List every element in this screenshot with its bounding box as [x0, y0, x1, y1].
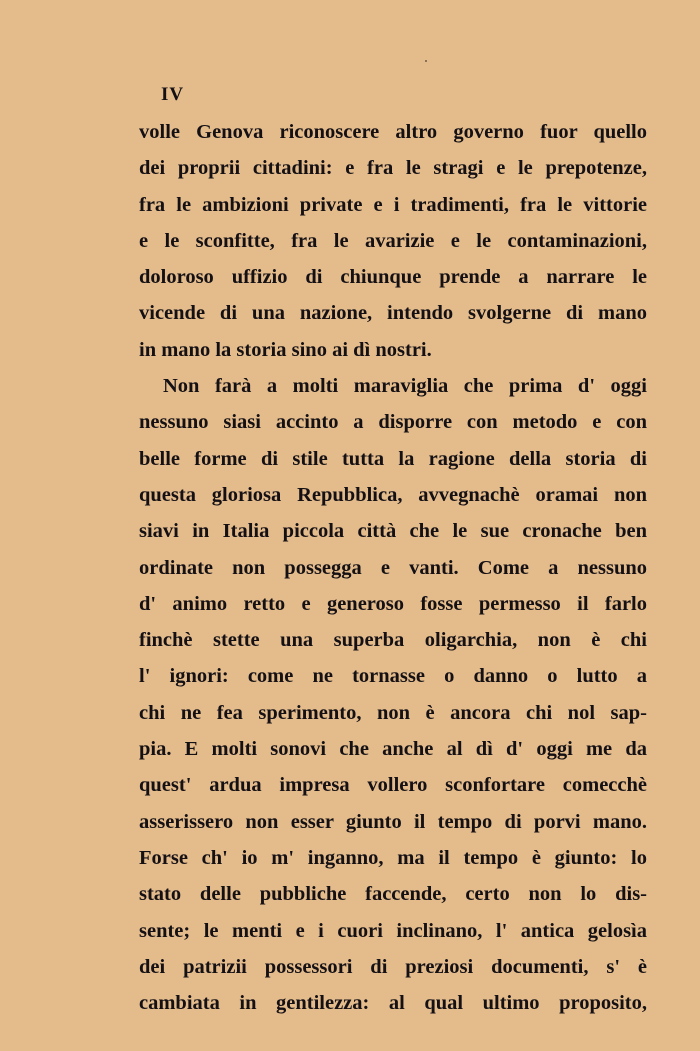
- text-line: vicende di una nazione, intendo svolgerne di mano: [139, 302, 647, 325]
- text-line: siavi in Italia piccola città che le sue cronache ben: [139, 520, 647, 543]
- text-line: cambiata in gentilezza: al qual ultimo proposito,: [139, 992, 647, 1015]
- text-line: volle Genova riconoscere altro governo fuor quello: [139, 121, 647, 143]
- body-text: [139, 114, 647, 1021]
- text-line: pia. E molti sonovi che anche al dì d' oggi me da: [139, 738, 647, 761]
- text-line: sente; le menti e i cuori inclinano, l' antica gelosìa: [139, 919, 647, 942]
- text-line: e le sconfitte, fra le avarizie e le contaminazioni,: [139, 229, 647, 252]
- paragraph-end-line: in mano la storia sino ai dì nostri.: [139, 338, 432, 361]
- paper-speck: [425, 60, 427, 62]
- text-line: doloroso uffizio di chiunque prende a narrare le: [139, 266, 647, 289]
- text-line: finchè stette una superba oligarchia, non è chi: [139, 629, 647, 652]
- text-line: l' ignori: come ne tornasse o danno o lutto a: [139, 665, 647, 688]
- text-line: asserissero non esser giunto il tempo di porvi mano.: [139, 810, 647, 833]
- text-line: Forse ch' io m' inganno, ma il tempo è giunto: lo: [139, 846, 647, 869]
- text-line: ordinate non possegga e vanti. Come a nessuno: [139, 556, 647, 579]
- paragraph-start-line: Non farà a molti maraviglia che prima d' oggi: [163, 375, 647, 398]
- page-number: IV: [161, 84, 185, 105]
- text-line: belle forme di stile tutta la ragione della storia di: [139, 447, 647, 470]
- text-line: quest' ardua impresa vollero sconfortare comecchè: [139, 774, 647, 797]
- text-line: stato delle pubbliche faccende, certo non lo dis-: [139, 883, 647, 906]
- text-line: dei patrizii possessori di preziosi documenti, s' è: [139, 955, 647, 978]
- text-line: dei proprii cittadini: e fra le stragi e le prepotenze,: [139, 157, 647, 180]
- text-line: chi ne fea sperimento, non è ancora chi nol sap-: [139, 701, 647, 724]
- text-line: d' animo retto e generoso fosse permesso il farlo: [139, 592, 647, 615]
- text-line: fra le ambizioni private e i tradimenti, fra le vittorie: [139, 193, 647, 216]
- text-line: questa gloriosa Repubblica, avvegnachè oramai non: [139, 483, 647, 506]
- text-line: nessuno siasi accinto a disporre con metodo e con: [139, 411, 647, 434]
